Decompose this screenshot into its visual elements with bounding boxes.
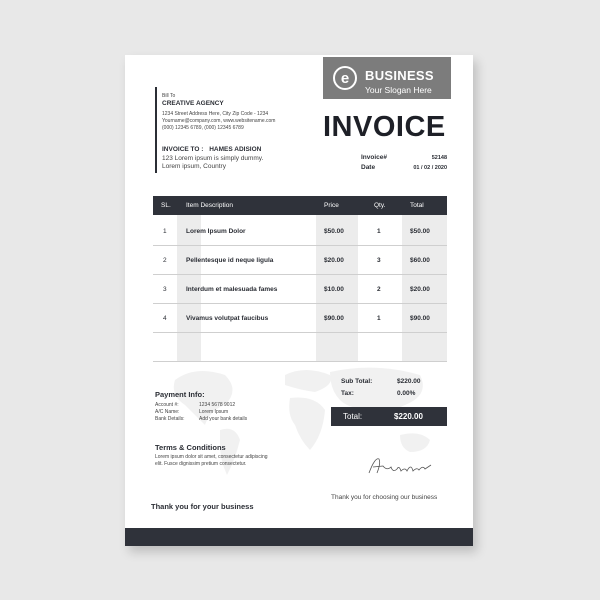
header-qty: Qty. (374, 202, 386, 209)
cell-price: $10.00 (324, 286, 344, 293)
table-header (153, 196, 447, 215)
cell-description: Lorem Ipsum Dolor (186, 228, 246, 235)
footer-bar (125, 528, 473, 546)
header-description: Item Description (186, 202, 233, 209)
cell-qty: 1 (377, 228, 381, 235)
logo-block (323, 57, 451, 99)
cell-total: $20.00 (410, 286, 430, 293)
terms-title: Terms & Conditions (155, 443, 226, 452)
table-row (153, 246, 447, 275)
terms-line: elit. Fusce dignissim pretium consectetur. (155, 461, 247, 467)
payment-info-title: Payment Info: (155, 390, 205, 399)
cell-description: Pellentesque id neque ligula (186, 257, 274, 264)
cell-price: $50.00 (324, 228, 344, 235)
invoice-to (162, 146, 261, 153)
bill-to-label: Bill To (162, 93, 176, 99)
payment-bank-value: Add your bank details (199, 416, 248, 422)
payment-bank-label: Bank Details: (155, 416, 185, 422)
invoice-to-country: Lorem ipsum, Country (162, 163, 226, 170)
cell-qty: 2 (377, 286, 381, 293)
logo-slogan: Your Slogan Here (365, 85, 432, 95)
invoice-to-label: INVOICE TO : (162, 146, 204, 153)
signature (365, 453, 435, 479)
email-line: Yourname@company.com, www.websitename.com (162, 118, 276, 124)
cell-price: $20.00 (324, 257, 344, 264)
total-label: Total: (343, 412, 363, 421)
header-total: Total (410, 202, 424, 209)
date-label: Date (361, 164, 376, 171)
subtotal-label: Sub Total: (341, 378, 373, 385)
thanks-business-text: Thank you for your business (151, 502, 254, 511)
cell-sl: 3 (163, 286, 167, 293)
payment-name-value: Lorem Ipsum (199, 409, 229, 415)
invoice-number-label: Invoice# (361, 154, 388, 161)
payment-name-label: A/C Name: (155, 409, 180, 415)
invoice-sheet (125, 55, 473, 546)
cell-sl: 1 (163, 228, 167, 235)
cell-total: $60.00 (410, 257, 430, 264)
cell-description: Interdum et malesuada fames (186, 286, 278, 293)
tax-value: 0.00% (397, 390, 416, 397)
cell-description: Vivamus volutpat faucibus (186, 315, 269, 322)
date-value: 01 / 02 / 2020 (413, 165, 447, 171)
subtotal-value: $220.00 (397, 378, 421, 385)
company-name: CREATIVE AGENCY (162, 100, 224, 107)
logo-name: BUSINESS (365, 68, 434, 83)
payment-account-label: Account #: (155, 402, 179, 408)
address-line: 1234 Street Address Here, City Zip Code - 1234 (162, 111, 269, 117)
cell-total: $90.00 (410, 315, 430, 322)
header-sl: SL. (161, 202, 171, 209)
total-box (331, 407, 447, 426)
invoice-number-value: 52148 (431, 155, 447, 161)
invoice-title: INVOICE (323, 111, 446, 143)
logo-mark-icon: e (333, 66, 357, 90)
cell-price: $90.00 (324, 315, 344, 322)
total-value: $220.00 (394, 412, 423, 421)
table-row-empty (153, 333, 447, 362)
cell-total: $50.00 (410, 228, 430, 235)
bill-to-accent-bar (155, 87, 157, 173)
table-row (153, 275, 447, 304)
cell-sl: 2 (163, 257, 167, 264)
invoice-to-address: 123 Lorem ipsum is simply dummy. (162, 155, 264, 162)
header-price: Price (324, 202, 339, 209)
table-row (153, 304, 447, 333)
cell-qty: 1 (377, 315, 381, 322)
terms-line: Lorem ipsum dolor sit amet, consectetur adipiscing (155, 454, 268, 460)
table-row (153, 217, 447, 246)
phone-line: (000) 12345 6789, (000) 12345 6789 (162, 125, 244, 131)
cell-qty: 3 (377, 257, 381, 264)
payment-account-value: 1234 5678 9012 (199, 402, 236, 408)
cell-sl: 4 (163, 315, 167, 322)
invoice-to-name: HAMES ADISION (209, 146, 262, 153)
tax-label: Tax: (341, 390, 354, 397)
thanks-choosing-text: Thank you for choosing our business (331, 494, 438, 501)
